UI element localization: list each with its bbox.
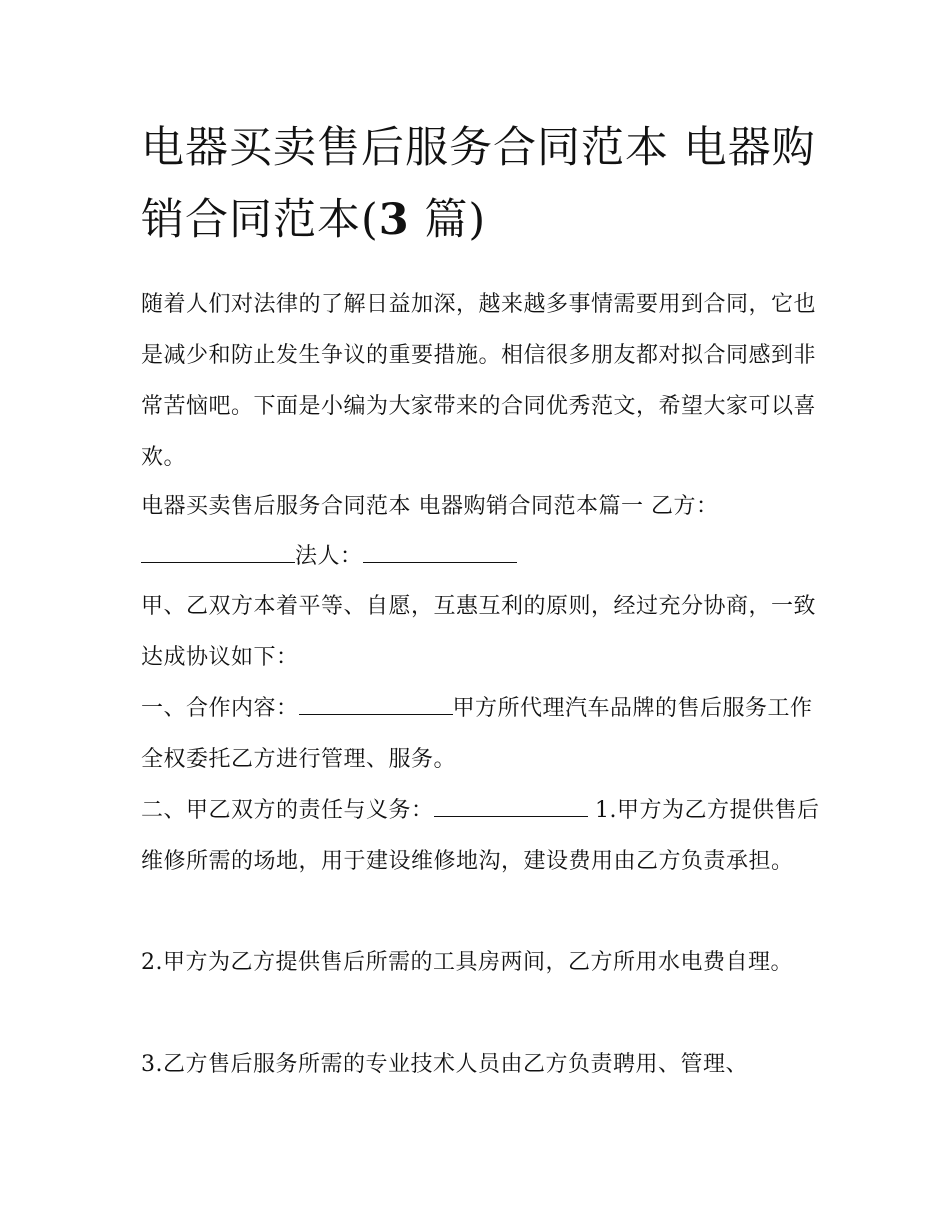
- legal-rep-label: 法人：: [295, 544, 363, 569]
- title-text: 电器买卖售后服务合同范本 电器购销合同范本(: [141, 123, 816, 245]
- clause-responsibilities-prefix: 二、甲乙双方的责任与义务：: [141, 798, 434, 823]
- principle-paragraph: 甲、乙双方本着平等、自愿，互惠互利的原则，经过充分协商，一致达成协议如下：: [141, 594, 817, 670]
- clause-item-3: 3.乙方售后服务所需的专业技术人员由乙方负责聘用、管理、: [141, 1052, 748, 1077]
- clause-responsibilities: [141, 785, 821, 887]
- title-suffix: 篇): [409, 195, 487, 245]
- clause-responsibilities-text: 1.甲方为乙方提供售后维修所需的场地，用于建设维修地沟，建设费用由乙方负责承担。: [141, 798, 820, 874]
- clause-cooperation-text: 甲方所代理汽车品牌的售后服务工作全权委托乙方进行管理、服务。: [141, 696, 813, 772]
- cooperation-blank: [299, 692, 453, 715]
- clause-cooperation-prefix: 一、合作内容：: [141, 696, 299, 721]
- document-title: [141, 112, 831, 256]
- section-heading-line: 电器买卖售后服务合同范本 电器购销合同范本篇一 乙方：: [141, 494, 719, 519]
- party-fields-line: [141, 531, 821, 582]
- clause-item-2: 2.甲方为乙方提供售后所需的工具房两间，乙方所用水电费自理。: [141, 950, 793, 975]
- title-count: 3: [378, 195, 410, 245]
- responsibilities-blank: [434, 794, 588, 817]
- party-blank: [141, 540, 295, 563]
- legal-rep-blank: [363, 540, 517, 563]
- intro-paragraph: 随着人们对法律的了解日益加深，越来越多事情需要用到合同，它也是减少和防止发生争议的重要措施。相信很多朋友都对拟合同感到非常苦恼吧。下面是小编为大家带来的合同优秀范文，希望大家可以喜欢。: [141, 292, 817, 470]
- clause-cooperation: [141, 683, 821, 785]
